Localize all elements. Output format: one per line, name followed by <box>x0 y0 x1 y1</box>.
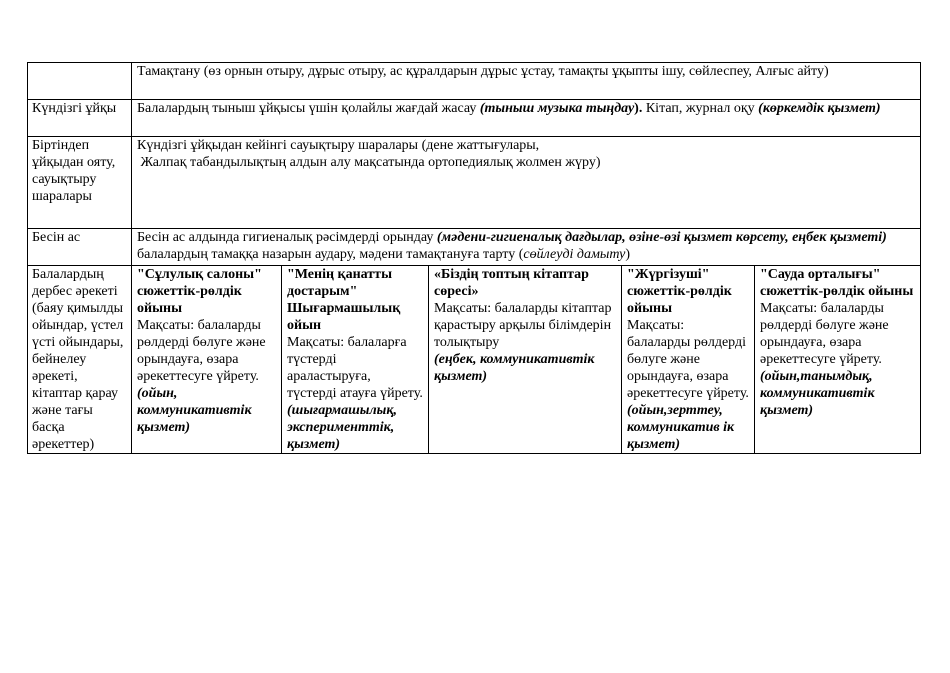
activity-tag: (еңбек, коммуникативтік қызмет) <box>434 352 595 384</box>
activity-title: «Біздің топтың кітаптар сөресі» <box>434 267 589 299</box>
activity-goal: Мақсаты: балаларға түстерді араластыруға, түстерді атауға үйрету. <box>287 335 423 401</box>
activity-tag: (ойын,зерттеу, коммуникатив ік қызмет) <box>627 403 735 452</box>
activity-cell <box>429 266 622 454</box>
content-line: Күндізгі ұйқыдан кейінгі сауықтыру шаралары (дене жаттығулары, <box>137 138 540 153</box>
text-segment: балалардың тамаққа назарын аудару, мәдени тамақтануға тарту ( <box>137 247 524 262</box>
row-label: Күндізгі ұйқы <box>28 100 132 137</box>
text-segment-bold-italic: (тыныш музыка тыңдау <box>479 101 635 116</box>
table-row <box>28 63 921 100</box>
daily-plan-table <box>27 62 921 454</box>
table-row <box>28 266 921 454</box>
text-segment-bold: ). <box>634 101 643 116</box>
text-segment-italic: сөйлеуді дамыту <box>523 247 626 262</box>
activity-goal: Мақсаты: балаларды рөлдерді бөлуге және орындауға, өзара әрекеттесуге үйрету. <box>137 318 266 384</box>
activity-cell <box>755 266 921 454</box>
activity-tag: (ойын,танымдық, коммуникативтік қызмет) <box>760 369 875 418</box>
activity-title: "Сауда орталығы" сюжеттік-рөлдік ойыны <box>760 267 914 299</box>
text-segment: Бесін ас алдында гигиеналық рәсімдерді орындау <box>137 230 437 245</box>
row-label: Бесін ас <box>28 229 132 266</box>
table-row <box>28 137 921 229</box>
content-line: Жалпақ табандылықтың алдын алу мақсатында ортопедиялық жолмен жүру) <box>137 155 601 170</box>
activity-goal: Мақсаты: балаларды рөлдерді бөлуге және орындауға, өзара әрекеттесуге үйрету. <box>760 301 889 367</box>
table-row <box>28 100 921 137</box>
row-label: Біртіндеп ұйқыдан ояту, сауықтыру шаралары <box>28 137 132 229</box>
activity-cell <box>282 266 429 454</box>
row-content <box>132 137 921 229</box>
activity-goal: Мақсаты: балаларды рөлдерді бөлуге және орындауға, өзара әрекеттесуге үйрету. <box>627 318 749 401</box>
text-segment: Балалардың тыныш ұйқысы үшін қолайлы жағдай жасау <box>137 101 480 116</box>
table-row <box>28 229 921 266</box>
activity-tag: (ойын, коммуникативтік қызмет) <box>137 386 252 435</box>
row-label <box>28 63 132 100</box>
activity-goal: Мақсаты: балаларды кітаптар қарастыру арқылы білімдерін толықтыру <box>434 301 612 350</box>
row-label: Балалардың дербес әрекеті (баяу қимылды ойындар, үстел үсті ойындары, бейнелеу әрекеті, кітаптар қарау және тағы басқа әрекеттер) <box>28 266 132 454</box>
activity-cell <box>622 266 755 454</box>
activity-title: "Менің қанатты достарым" Шығармашылық ойын <box>287 267 401 333</box>
row-content: Тамақтану (өз орнын отыру, дұрыс отыру, ас құралдарын дұрыс ұстау, тамақты ұқыпты ішу, сөйлеспеу, Алғыс айту) <box>132 63 921 100</box>
row-content <box>132 229 921 266</box>
text-segment: ) <box>625 247 631 262</box>
text-segment-bold-italic: (мәдени-гигиеналық дағдылар, өзіне-өзі қызмет көрсету, еңбек қызметі) <box>436 230 887 245</box>
activity-tag: (шығармашылық, эксперименттік, қызмет) <box>287 403 397 452</box>
activity-title: "Сұлулық салоны" сюжеттік-рөлдік ойыны <box>137 267 262 316</box>
text-segment-bold-italic: (көркемдік қызмет) <box>758 101 881 116</box>
row-content <box>132 100 921 137</box>
text-segment: Кітап, журнал оқу <box>642 101 759 116</box>
activity-cell <box>132 266 282 454</box>
activity-title: "Жүргізуші" сюжеттік-рөлдік ойыны <box>627 267 732 316</box>
